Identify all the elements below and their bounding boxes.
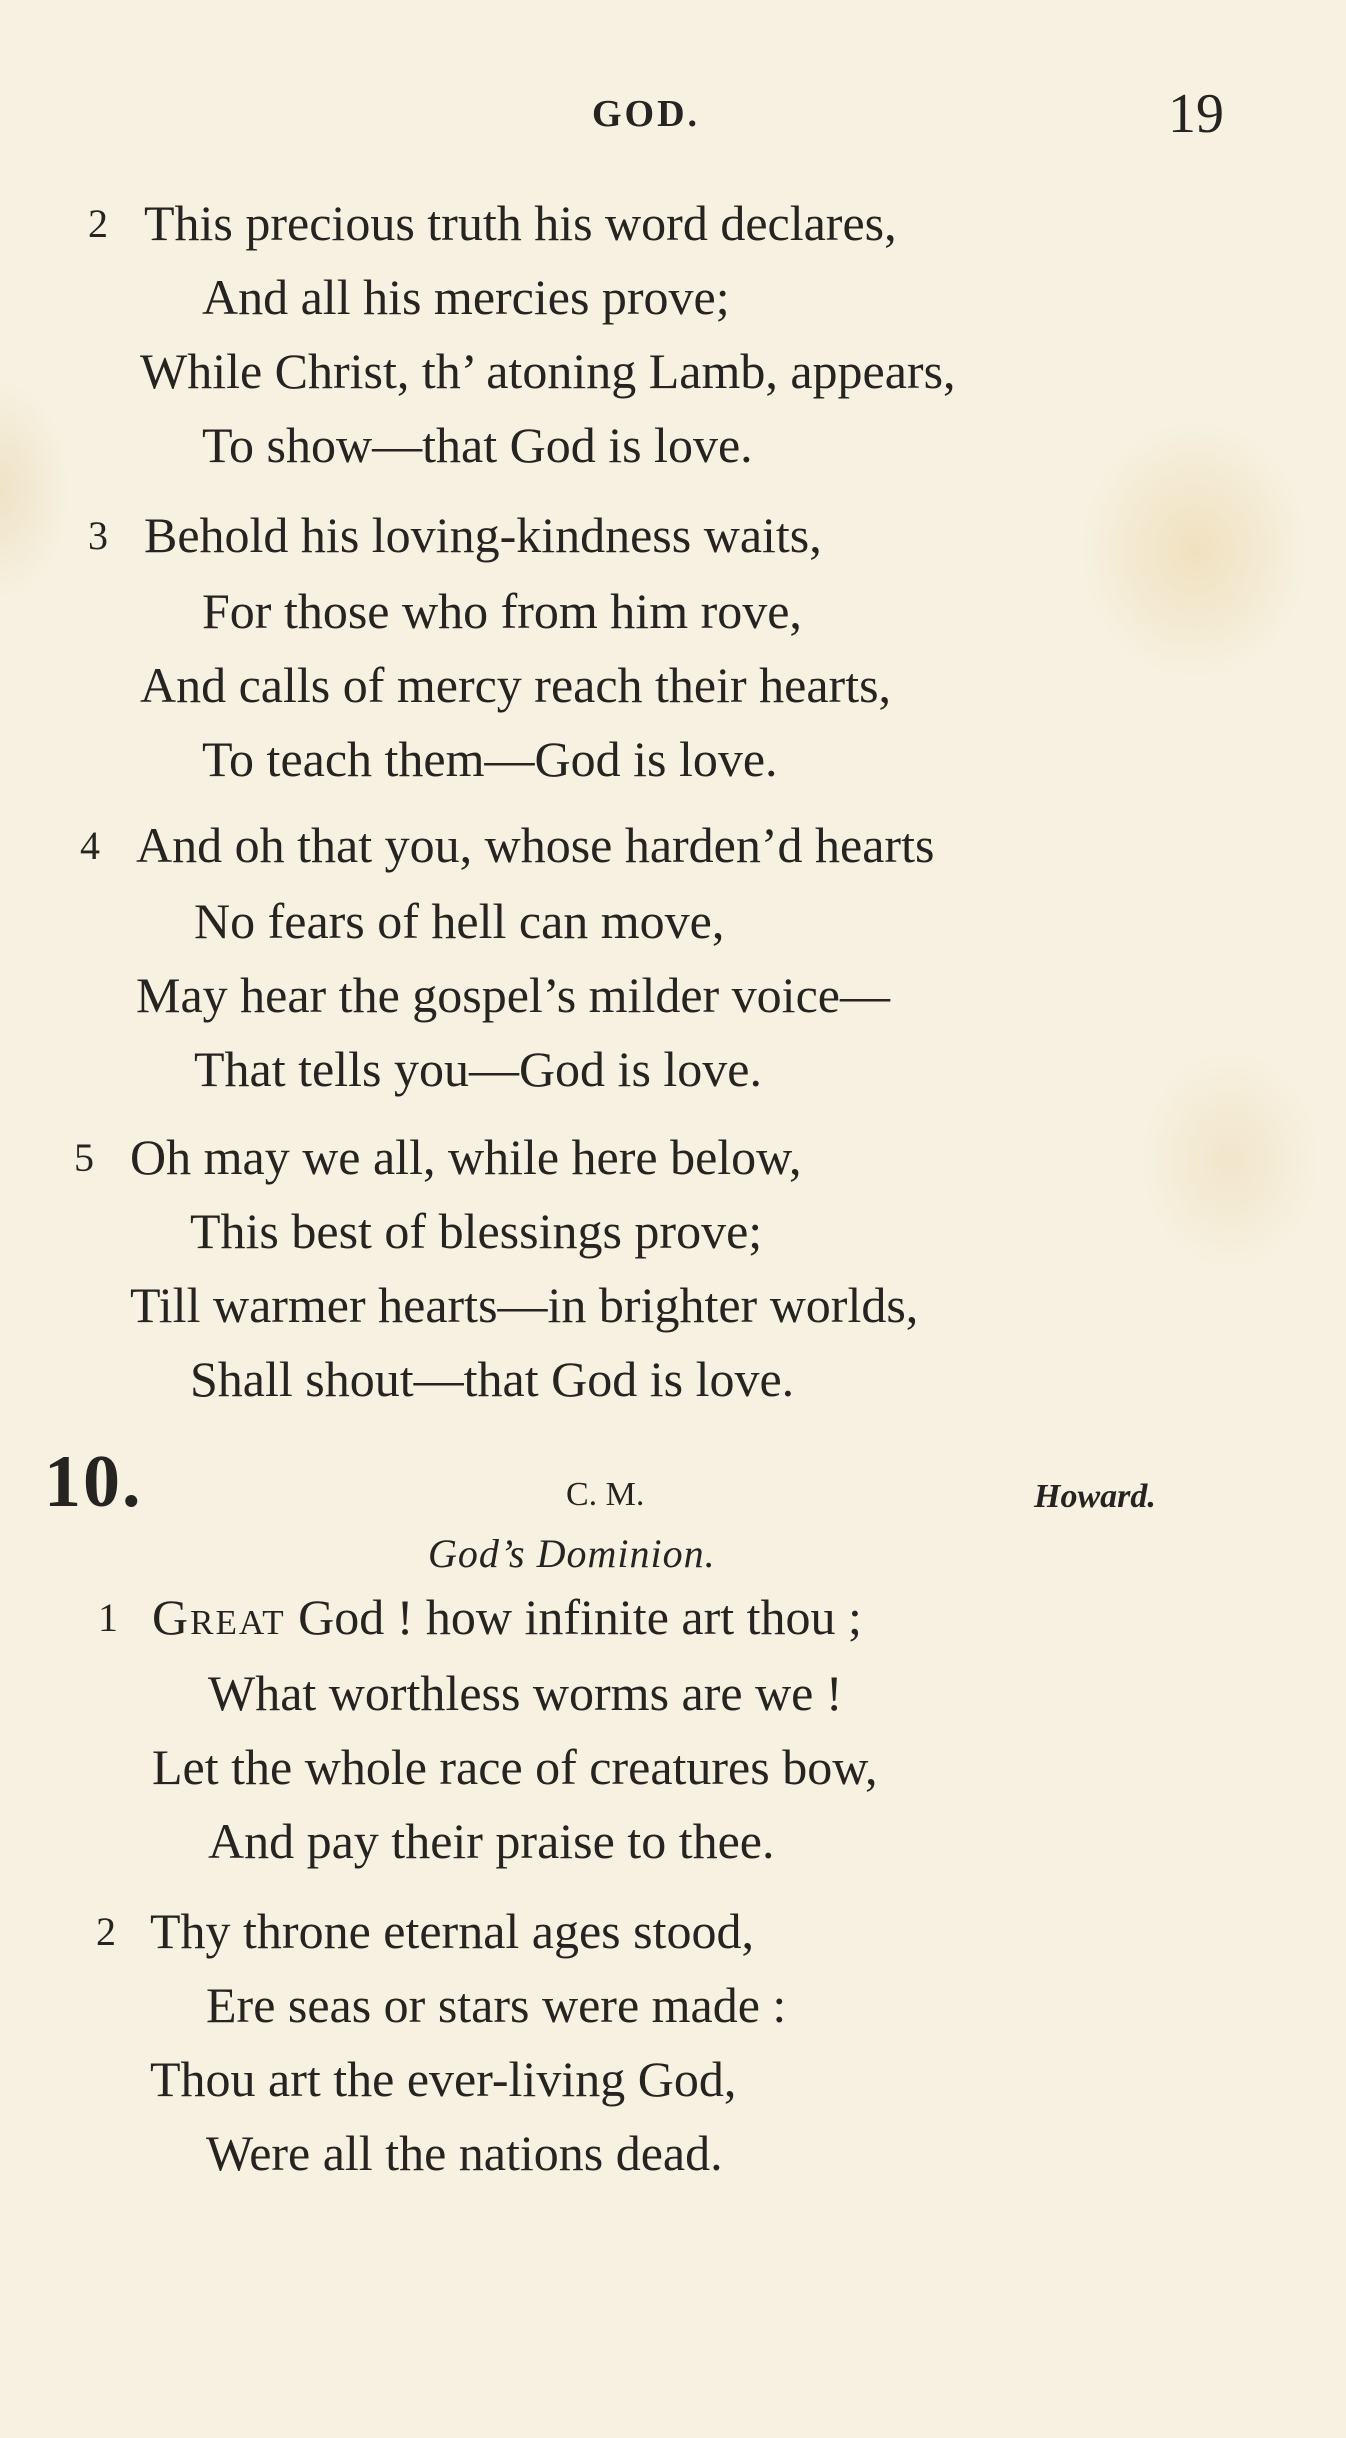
stanza-number: 2 [88,201,108,246]
hymn-number: 10. [44,1441,143,1523]
hymn-author: Howard. [1034,1478,1156,1515]
verse-line: While Christ, th’ atoning Lamb, appears, [140,343,956,399]
stanza-number: 4 [80,823,100,868]
verse-line: Behold his loving-kindness waits, [144,507,822,563]
verse-line: Ere seas or stars were made : [206,1977,787,2033]
verse-line: That tells you—God is love. [194,1041,762,1097]
stanza-number: 2 [96,1909,116,1954]
page-number: 19 [1168,83,1224,145]
verse-line: And all his mercies prove; [202,269,730,325]
verse-line: To show—that God is love. [202,417,753,473]
verse-line: This precious truth his word declares, [144,195,897,251]
verse-line: For those who from him rove, [202,583,802,639]
verse-line: And pay their praise to thee. [208,1813,775,1869]
paper-stain [0,380,70,600]
verse-line [152,1589,862,1645]
verse-line: Thy throne eternal ages stood, [150,1903,754,1959]
first-line-rest: God ! how infinite art thou ; [285,1589,862,1645]
hymn-meter: C. M. [566,1476,645,1513]
verse-line: And oh that you, whose harden’d hearts [136,817,935,873]
verse-line: Were all the nations dead. [206,2125,723,2181]
running-head: GOD. [592,93,701,135]
paper-stain [1080,420,1310,680]
verse-line: And calls of mercy reach their hearts, [140,657,892,713]
verse-line: Let the whole race of creatures bow, [152,1739,878,1795]
hymn-title: God’s Dominion. [428,1531,716,1576]
paper-stain [1140,1050,1320,1270]
stanza-number: 3 [88,513,108,558]
verse-line: No fears of hell can move, [194,893,725,949]
verse-line: To teach them—God is love. [202,731,778,787]
verse-line: May hear the gospel’s milder voice— [136,967,890,1023]
verse-line: Till warmer hearts—in brighter worlds, [130,1277,919,1333]
first-word: Great [152,1589,286,1645]
stanza-number: 1 [98,1595,118,1640]
verse-line: Thou art the ever-living God, [150,2051,737,2107]
verse-line: This best of blessings prove; [190,1203,763,1259]
verse-line: What worthless worms are we ! [208,1665,843,1721]
stanza-number: 5 [74,1135,94,1180]
verse-line: Shall shout—that God is love. [190,1351,795,1407]
verse-line: Oh may we all, while here below, [130,1129,802,1185]
